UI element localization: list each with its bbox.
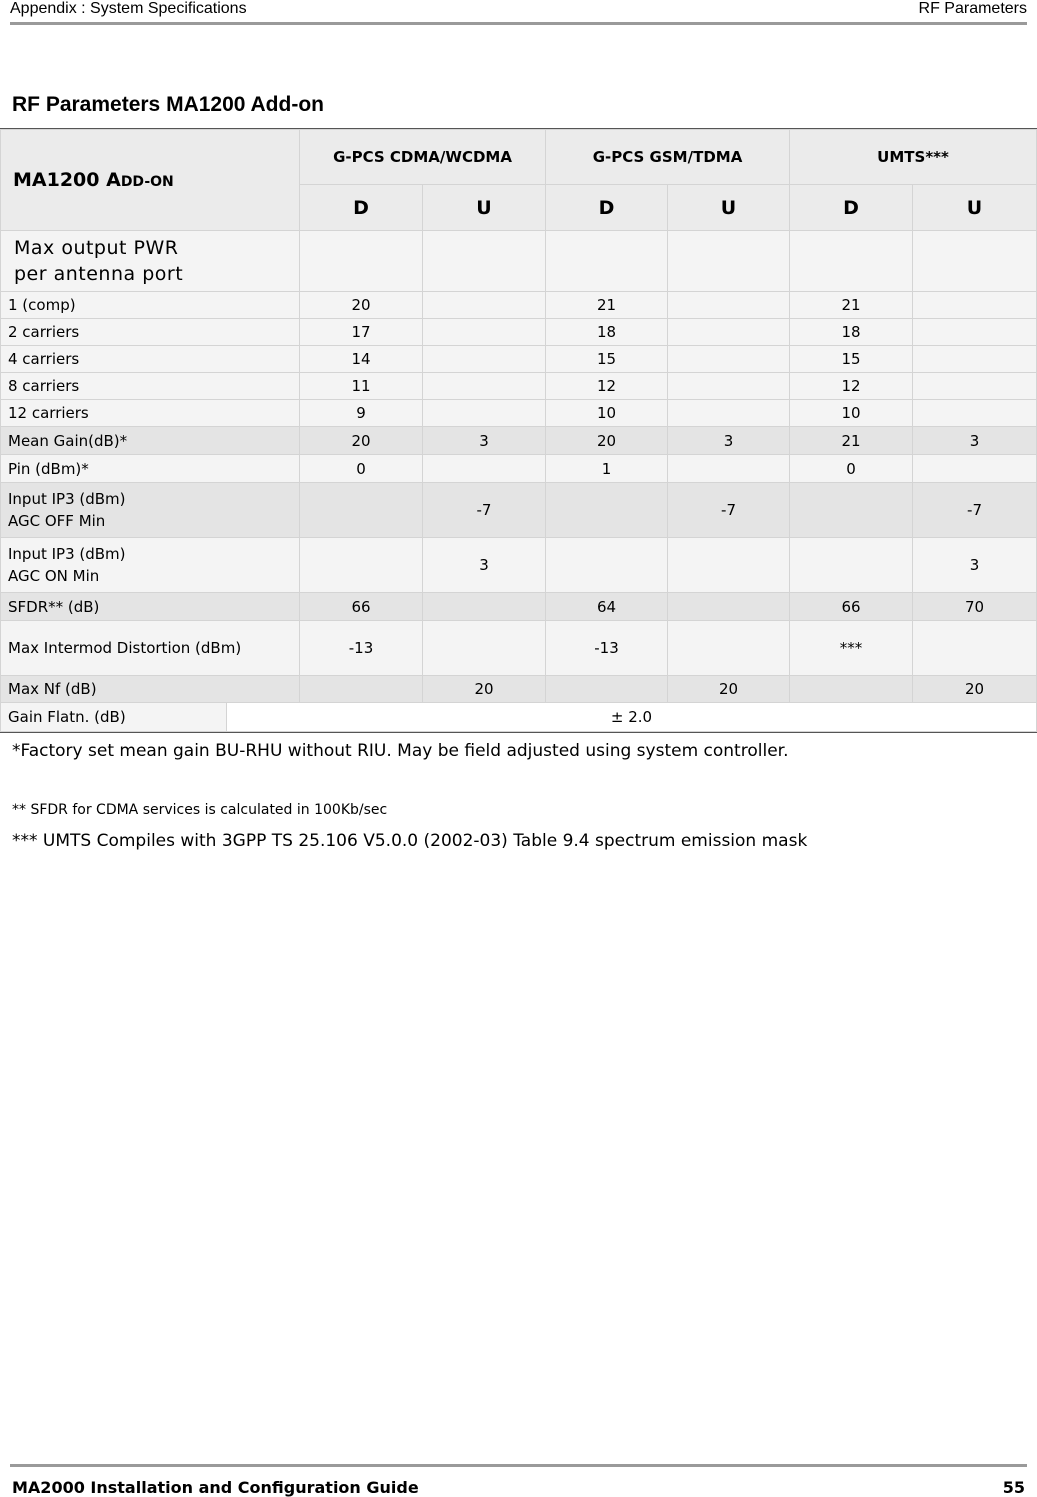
table-cell: 15	[546, 346, 668, 373]
table-cell	[668, 319, 790, 346]
table-corner-header: MA1200 ADD-ON	[1, 130, 300, 231]
table-cell	[790, 538, 913, 593]
table-cell	[790, 483, 913, 538]
table-cell	[668, 593, 790, 621]
gain-flatness-value: ± 2.0	[227, 703, 1037, 732]
group-header-cdma: G-PCS CDMA/WCDMA	[300, 130, 546, 185]
table-cell: 20	[668, 676, 790, 703]
table-cell: 70	[913, 593, 1037, 621]
row-label: Pin (dBm)*	[1, 455, 300, 483]
footnote-mean-gain: *Factory set mean gain BU-RHU without RIU. May be field adjusted using system controller.	[12, 741, 789, 761]
sub-header-u: U	[913, 185, 1037, 231]
page-number: 55	[1002, 1478, 1025, 1497]
table-cell	[423, 400, 546, 427]
row-label: 4 carriers	[1, 346, 300, 373]
table-row	[1, 676, 1037, 703]
table-cell	[423, 593, 546, 621]
table-cell: 0	[300, 455, 423, 483]
table-row	[1, 483, 1037, 538]
table-cell: 15	[790, 346, 913, 373]
table-row	[1, 427, 1037, 455]
table-cell	[668, 373, 790, 400]
table-cell: 21	[790, 427, 913, 455]
footnote-sfdr: ** SFDR for CDMA services is calculated in 100Kb/sec	[12, 802, 388, 818]
table-row	[1, 703, 1037, 732]
table-cell	[913, 292, 1037, 319]
table-cell: -7	[423, 483, 546, 538]
table-row	[1, 373, 1037, 400]
table-cell: 20	[300, 427, 423, 455]
table-cell: 20	[913, 676, 1037, 703]
table-row	[1, 400, 1037, 427]
table-row	[1, 593, 1037, 621]
table-cell: 64	[546, 593, 668, 621]
table-cell	[300, 676, 423, 703]
table-cell: 3	[913, 427, 1037, 455]
table-cell	[300, 538, 423, 593]
row-label: Mean Gain(dB)*	[1, 427, 300, 455]
header-section-title: Appendix : System Specifications	[10, 0, 247, 17]
table-cell: 3	[423, 538, 546, 593]
table-cell	[913, 400, 1037, 427]
table-cell	[423, 319, 546, 346]
table-cell: 20	[300, 292, 423, 319]
table-cell	[913, 455, 1037, 483]
table-cell	[668, 455, 790, 483]
table-row	[1, 621, 1037, 676]
table-cell	[423, 373, 546, 400]
table-cell: 3	[913, 538, 1037, 593]
max-output-label: Max output PWR per antenna port	[1, 231, 300, 292]
rf-parameters-table	[0, 129, 1037, 732]
table-cell	[300, 483, 423, 538]
table-cell	[790, 676, 913, 703]
sub-header-d: D	[790, 185, 913, 231]
table-cell: -13	[300, 621, 423, 676]
table-cell: 3	[423, 427, 546, 455]
table-cell: 18	[546, 319, 668, 346]
table-cell	[423, 346, 546, 373]
table-cell: 21	[546, 292, 668, 319]
table-cell: 12	[546, 373, 668, 400]
table-cell	[913, 373, 1037, 400]
group-header-umts: UMTS***	[790, 130, 1037, 185]
table-row	[1, 346, 1037, 373]
page-header	[10, 0, 1027, 25]
row-label: SFDR** (dB)	[1, 593, 300, 621]
footnote-umts: *** UMTS Compiles with 3GPP TS 25.106 V5.0.0 (2002-03) Table 9.4 spectrum emission mask	[12, 831, 808, 851]
table-cell: ***	[790, 621, 913, 676]
table-row	[1, 538, 1037, 593]
page-footer	[10, 1464, 1027, 1497]
table-cell	[546, 483, 668, 538]
table-cell: 10	[546, 400, 668, 427]
sub-header-d: D	[546, 185, 668, 231]
table-cell: 66	[790, 593, 913, 621]
table-cell	[668, 346, 790, 373]
table-cell: 1	[546, 455, 668, 483]
table-cell: -7	[668, 483, 790, 538]
table-cell	[423, 621, 546, 676]
table-cell: 3	[668, 427, 790, 455]
table-cell	[913, 621, 1037, 676]
sub-header-d: D	[300, 185, 423, 231]
table-cell	[423, 455, 546, 483]
page-title: RF Parameters MA1200 Add-on	[12, 93, 324, 116]
footer-guide-title: MA2000 Installation and Configuration Guide	[12, 1478, 419, 1497]
table-cell	[423, 292, 546, 319]
table-cell: 0	[790, 455, 913, 483]
table-cell	[668, 400, 790, 427]
sub-header-u: U	[668, 185, 790, 231]
header-chapter-title: RF Parameters	[918, 0, 1027, 17]
table-cell: 66	[300, 593, 423, 621]
row-label: 1 (comp)	[1, 292, 300, 319]
table-cell	[546, 538, 668, 593]
table-cell: 11	[300, 373, 423, 400]
table-cell: 18	[790, 319, 913, 346]
table-cell: 20	[423, 676, 546, 703]
row-label: Max Intermod Distortion (dBm)	[1, 621, 300, 676]
table-cell: 9	[300, 400, 423, 427]
table-cell: 20	[546, 427, 668, 455]
table-cell	[913, 319, 1037, 346]
row-label: 8 carriers	[1, 373, 300, 400]
group-header-gsm: G-PCS GSM/TDMA	[546, 130, 790, 185]
table-cell	[668, 538, 790, 593]
table-cell	[668, 292, 790, 319]
row-label: Input IP3 (dBm) AGC ON Min	[1, 538, 300, 593]
table-cell: 14	[300, 346, 423, 373]
row-label: 12 carriers	[1, 400, 300, 427]
row-label: Input IP3 (dBm) AGC OFF Min	[1, 483, 300, 538]
row-label: 2 carriers	[1, 319, 300, 346]
table-cell	[668, 621, 790, 676]
row-label: Max Nf (dB)	[1, 676, 300, 703]
table-row	[1, 319, 1037, 346]
row-label: Gain Flatn. (dB)	[1, 703, 227, 732]
table-cell: 10	[790, 400, 913, 427]
sub-header-u: U	[423, 185, 546, 231]
table-cell: -13	[546, 621, 668, 676]
table-row	[1, 455, 1037, 483]
table-cell	[913, 346, 1037, 373]
table-row	[1, 292, 1037, 319]
table-cell: 17	[300, 319, 423, 346]
table-cell: -7	[913, 483, 1037, 538]
table-cell: 12	[790, 373, 913, 400]
table-cell	[546, 676, 668, 703]
table-cell: 21	[790, 292, 913, 319]
